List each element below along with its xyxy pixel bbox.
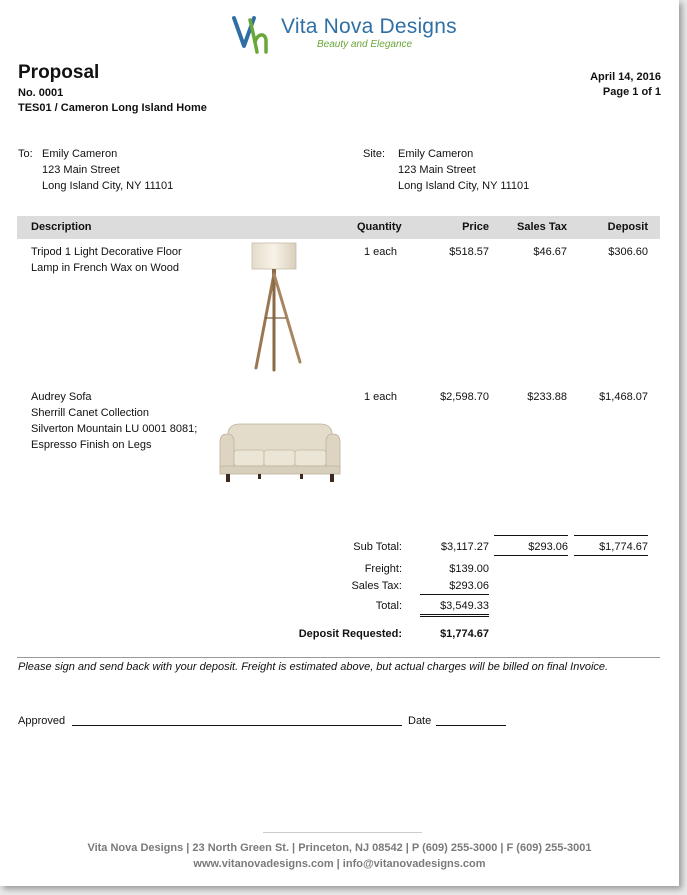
site-label: Site:	[363, 148, 386, 160]
sales-tax-value: $293.06	[420, 578, 489, 595]
date-label: Date	[408, 715, 432, 727]
footer-rule	[263, 832, 422, 833]
to-name: Emily Cameron	[42, 148, 118, 160]
company-tagline: Beauty and Elegance	[317, 39, 413, 50]
site-city: Long Island City, NY 11101	[398, 180, 530, 192]
proposal-date: April 14, 2016	[590, 71, 661, 83]
footer-web: www.vitanovadesigns.com | info@vitanovadesigns.com	[193, 858, 486, 870]
table-row-2-quantity: 1 each	[364, 391, 398, 403]
deposit-requested-value: $1,774.67	[440, 628, 489, 640]
total-value: $3,549.33	[420, 598, 489, 615]
table-row-1-quantity: 1 each	[364, 246, 398, 258]
tax-total-rule	[494, 535, 568, 536]
header-price: Price	[462, 221, 489, 233]
total-double-rule	[420, 616, 489, 617]
table-row-2-price: $2,598.70	[440, 391, 489, 403]
table-row-1-price: $518.57	[449, 246, 489, 258]
to-street: 123 Main Street	[42, 164, 120, 176]
table-row-2-description: Audrey Sofa Sherrill Canet Collection Silverton Mountain LU 0001 8081; Espresso Finish on Legs	[31, 391, 198, 451]
note-divider	[17, 657, 660, 658]
deposit-requested-label: Deposit Requested:	[298, 628, 402, 640]
company-logo	[231, 12, 457, 56]
floor-lamp-image	[244, 240, 314, 372]
subtotal-deposit: $1,774.67	[574, 539, 648, 556]
table-row-1-description: Tripod 1 Light Decorative Floor Lamp in French Wax on Wood	[31, 246, 182, 274]
deposit-total-rule	[574, 535, 648, 536]
table-row-2-sales-tax: $233.88	[527, 391, 567, 403]
sales-tax-label: Sales Tax:	[351, 580, 402, 592]
approved-label: Approved	[18, 715, 66, 727]
site-street: 123 Main Street	[398, 164, 476, 176]
vn-logo-icon	[231, 12, 275, 56]
header-deposit: Deposit	[607, 221, 648, 233]
proposal-title: Proposal	[18, 62, 100, 83]
header-description: Description	[31, 221, 92, 233]
subtotal-sales-tax: $293.06	[494, 539, 568, 556]
page-indicator: Page 1 of 1	[602, 86, 661, 98]
total-label: Total:	[375, 600, 402, 612]
site-name: Emily Cameron	[398, 148, 474, 160]
header-sales-tax: Sales Tax	[517, 221, 567, 233]
company-name: Vita Nova Designs	[281, 15, 457, 38]
deposit-note: Please sign and send back with your deposit. Freight is estimated above, but actual charges will be billed on final Invoice.	[18, 661, 609, 673]
proposal-number: No. 0001	[18, 87, 64, 99]
header-quantity: Quantity	[357, 221, 402, 233]
table-row-1-sales-tax: $46.67	[533, 246, 567, 258]
approved-signature-line[interactable]	[72, 725, 402, 726]
sofa-image	[218, 418, 342, 484]
freight-label: Freight:	[364, 563, 402, 575]
subtotal-label: Sub Total:	[353, 541, 402, 553]
table-row-1-deposit: $306.60	[608, 246, 648, 258]
date-signature-line[interactable]	[436, 725, 506, 726]
subtotal-price: $3,117.27	[440, 541, 489, 553]
footer-contact: Vita Nova Designs | 23 North Green St. | Princeton, NJ 08542 | P (609) 255-3000 | F (609) 255-3001	[87, 842, 592, 854]
to-city: Long Island City, NY 11101	[42, 180, 174, 192]
to-address	[42, 146, 173, 194]
to-label: To:	[18, 148, 33, 160]
project-name: TES01 / Cameron Long Island Home	[18, 102, 207, 114]
table-row-2-deposit: $1,468.07	[599, 391, 648, 403]
site-address	[398, 146, 529, 194]
freight-value: $139.00	[449, 563, 489, 575]
